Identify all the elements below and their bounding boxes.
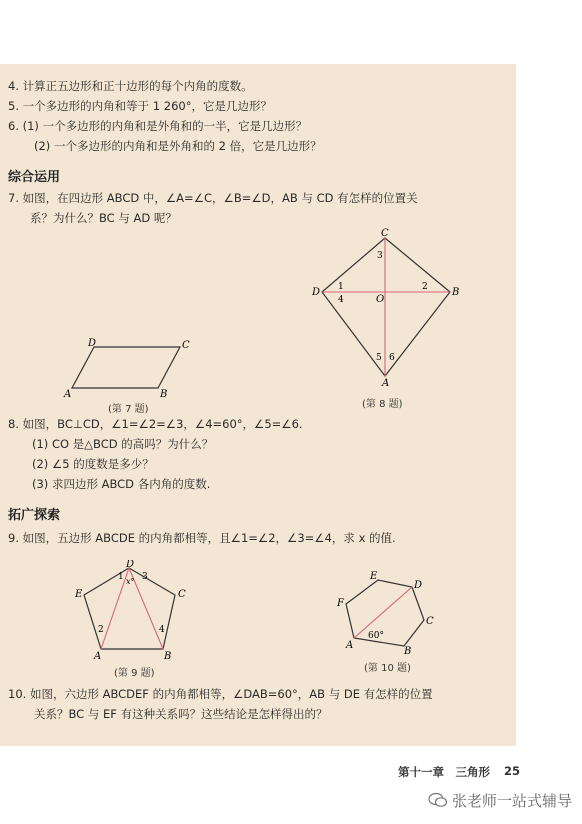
- question-8-part-2: (2) ∠5 的度数是多少？: [32, 457, 154, 471]
- label-o: O: [376, 294, 385, 305]
- figure-7-caption: (第 7 题): [108, 404, 149, 415]
- kite-abcd: [322, 238, 450, 376]
- figure-9-caption: (第 9 题): [114, 668, 155, 679]
- question-10-line-1: 10. 如图，六边形 ABCDEF 的内角都相等，∠DAB=60°，AB 与 DE 有怎样的位置: [8, 687, 433, 701]
- question-6-part-2: (2) 一个多边形的内角和是外角和的 2 倍，它是几边形？: [34, 139, 322, 153]
- angle-4: 4: [338, 295, 344, 305]
- label-d: D: [414, 580, 423, 591]
- figure-10-caption: (第 10 题): [364, 663, 411, 674]
- page-number: 25: [504, 764, 521, 778]
- section-heading-extension: 拓广探索: [8, 508, 61, 523]
- label-c: C: [426, 616, 434, 627]
- label-b: B: [160, 389, 168, 400]
- angle-1: 1: [338, 282, 344, 292]
- question-7-line-2: 系？为什么？BC 与 AD 呢？: [30, 211, 177, 225]
- label-a: A: [94, 651, 102, 662]
- question-9: 9. 如图，五边形 ABCDE 的内角都相等，且∠1=∠2，∠3=∠4，求 x 的值.: [8, 531, 396, 545]
- question-10-line-2: 关系？BC 与 EF 有这种关系吗？这些结论是怎样得出的？: [34, 707, 328, 721]
- angle-3: 3: [142, 572, 148, 582]
- label-a: A: [382, 378, 390, 388]
- angle-2: 2: [422, 282, 428, 292]
- label-e: E: [75, 589, 83, 600]
- label-b: B: [404, 646, 412, 654]
- figure-10: [336, 570, 436, 654]
- figure-9: [70, 560, 190, 662]
- question-6-part-1: 6. (1) 一个多边形的内角和是外角和的一半，它是几边形？: [8, 119, 308, 133]
- label-c: C: [178, 589, 186, 600]
- label-b: B: [164, 651, 172, 662]
- figure-8-caption: (第 8 题): [362, 399, 403, 410]
- label-d: D: [312, 287, 321, 298]
- question-8-part-3: (3) 求四边形 ABCD 各内角的度数.: [32, 477, 211, 491]
- label-e: E: [370, 571, 378, 582]
- label-b: B: [452, 287, 460, 298]
- diagonal-da: [101, 568, 129, 649]
- label-f: F: [337, 598, 344, 609]
- angle-60: 60°: [368, 631, 384, 641]
- chapter-title: 第十一章 三角形: [398, 765, 490, 779]
- question-8-part-1: (1) CO 是△BCD 的高吗？为什么？: [32, 437, 214, 451]
- angle-1: 1: [118, 572, 124, 582]
- angle-3: 3: [377, 251, 383, 261]
- figure-8: [310, 228, 460, 388]
- angle-x: x°: [126, 577, 135, 586]
- figure-7: [60, 336, 200, 400]
- angle-2: 2: [98, 625, 104, 635]
- label-d: D: [126, 560, 135, 570]
- angle-4: 4: [159, 625, 165, 635]
- parallelogram-abcd: [72, 347, 180, 388]
- question-7-line-1: 7. 如图，在四边形 ABCD 中，∠A=∠C，∠B=∠D，AB 与 CD 有怎样的位置关: [8, 191, 418, 205]
- label-a: A: [346, 640, 354, 651]
- angle-5: 5: [376, 353, 382, 363]
- label-c: C: [182, 340, 190, 351]
- label-d: D: [88, 338, 97, 349]
- wechat-icon: [428, 792, 448, 812]
- hexagon-abcdef: [346, 580, 424, 646]
- question-5: 5. 一个多边形的内角和等于 1 260°，它是几边形？: [8, 99, 272, 113]
- angle-6: 6: [389, 353, 395, 363]
- watermark-text: 张老师一站式辅导: [452, 792, 573, 810]
- section-heading-comprehensive: 综合运用: [8, 170, 61, 185]
- question-4: 4. 计算正五边形和正十边形的每个内角的度数。: [8, 79, 253, 93]
- label-c: C: [381, 228, 389, 239]
- label-a: A: [64, 389, 72, 400]
- question-8-line-1: 8. 如图，BC⊥CD，∠1=∠2=∠3，∠4=60°，∠5=∠6.: [8, 417, 303, 431]
